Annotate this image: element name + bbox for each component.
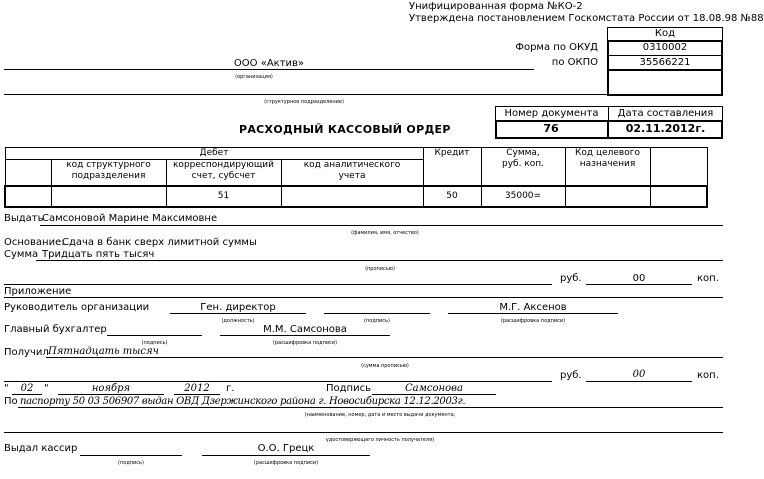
accountant-sign-caption: (подпись) — [141, 340, 168, 346]
code-header: Код — [654, 28, 676, 39]
passport-caption-2: удостоверяющего личность получателя) — [325, 437, 435, 443]
cashier-label: Выдал кассир — [4, 443, 78, 454]
basis-label: Основание: — [4, 237, 65, 248]
doc-title: РАСХОДНЫЙ КАССОВЫЙ ОРДЕР — [239, 123, 451, 136]
received-caption: (сумма прописью) — [361, 363, 409, 369]
org-caption: (организация) — [235, 74, 273, 80]
passport-value: паспорту 50 03 506907 выдан ОВД Дзержинского района г. Новосибирска 12.12.2003г. — [20, 396, 466, 407]
head-name: М.Г. Аксенов — [499, 302, 567, 313]
issue-caption: (фамилия, имя, отчество) — [351, 230, 419, 236]
doc-number-value: 76 — [543, 122, 559, 135]
cashier-name-caption: (расшифровка подписи) — [253, 460, 319, 466]
accountant-label: Главный бухгалтер — [4, 324, 107, 335]
date-year: 2012 — [184, 383, 210, 394]
row-amount: 35000= — [504, 190, 542, 201]
issue-value: Самсоновой Марине Максимовне — [42, 213, 218, 224]
doc-number-label: Номер документа — [504, 108, 599, 119]
kop2-value: 00 — [632, 369, 646, 380]
debit-header: Дебет — [199, 148, 229, 158]
amount-header: Сумма, руб. коп. — [502, 148, 544, 169]
head-name-caption: (расшифровка подписи) — [500, 318, 566, 324]
form-name: Унифицированная форма №КО-2 — [409, 1, 583, 12]
head-position: Ген. директор — [200, 302, 276, 313]
accountant-name: М.М. Самсонова — [263, 324, 347, 335]
accountant-name-caption: (расшифровка подписи) — [272, 340, 338, 346]
passport-label: По — [4, 396, 18, 407]
target-code-header: Код целевого назначения — [575, 148, 640, 169]
doc-date-label: Дата составления — [617, 108, 714, 119]
received-value: Пятнадцать тысяч — [48, 346, 159, 357]
sum-caption: (прописью) — [365, 266, 395, 272]
issue-label: Выдать — [4, 213, 44, 224]
passport-caption: (наименование, номер, дата и место выдачи документа, — [304, 412, 456, 418]
head-label: Руководитель организации — [4, 302, 150, 313]
date-day: 02 — [20, 383, 34, 394]
sign-value: Самсонова — [405, 383, 463, 394]
rub2-label: руб. — [560, 370, 582, 381]
kop2-label: коп. — [697, 370, 719, 381]
row-corr-account: 51 — [217, 190, 230, 201]
date-quote-close: " — [44, 383, 49, 394]
kop-label: коп. — [697, 273, 719, 284]
table-row — [5, 186, 707, 207]
approval-note: Утверждена постановлением Госкомстата России от 18.08.98 №88 — [409, 13, 764, 24]
head-position-caption: (должность) — [221, 318, 255, 324]
doc-date-value: 02.11.2012г. — [625, 122, 706, 135]
okpo-value: 35566221 — [639, 57, 691, 68]
sum-value: Тридцать пять тысяч — [42, 249, 155, 260]
date-quote-open: " — [4, 383, 9, 394]
cashier-name: О.О. Грецк — [257, 443, 315, 454]
credit-header: Кредит — [434, 148, 470, 158]
cashier-sign-caption: (подпись) — [118, 460, 144, 466]
attachment-label: Приложение — [4, 286, 72, 297]
okpo-label: по ОКПО — [551, 57, 598, 68]
sum-label: Сумма — [4, 249, 39, 260]
accounting-table — [4, 147, 708, 208]
org-name: ООО «Актив» — [233, 58, 305, 69]
okud-label: Форма по ОКУД — [515, 42, 598, 53]
received-label: Получил — [4, 347, 49, 358]
sign-label: Подпись — [326, 383, 371, 394]
analytic-code-header: код аналитического учета — [303, 160, 401, 181]
basis-value: Сдача в банк сверх лимитной суммы — [62, 237, 257, 248]
rub-label: руб. — [560, 273, 582, 284]
row-credit: 50 — [446, 190, 458, 201]
division-code-header: код структурного подразделения — [66, 160, 151, 181]
date-year-suffix: г. — [226, 383, 235, 394]
kop-value: 00 — [632, 273, 646, 284]
head-sign-caption: (подпись) — [364, 318, 390, 324]
division-caption: (структурное подразделение) — [264, 99, 344, 105]
okud-value: 0310002 — [642, 42, 688, 53]
date-month: ноября — [91, 383, 131, 394]
corr-account-header: корреспондирующий счет, субсчет — [173, 160, 274, 181]
